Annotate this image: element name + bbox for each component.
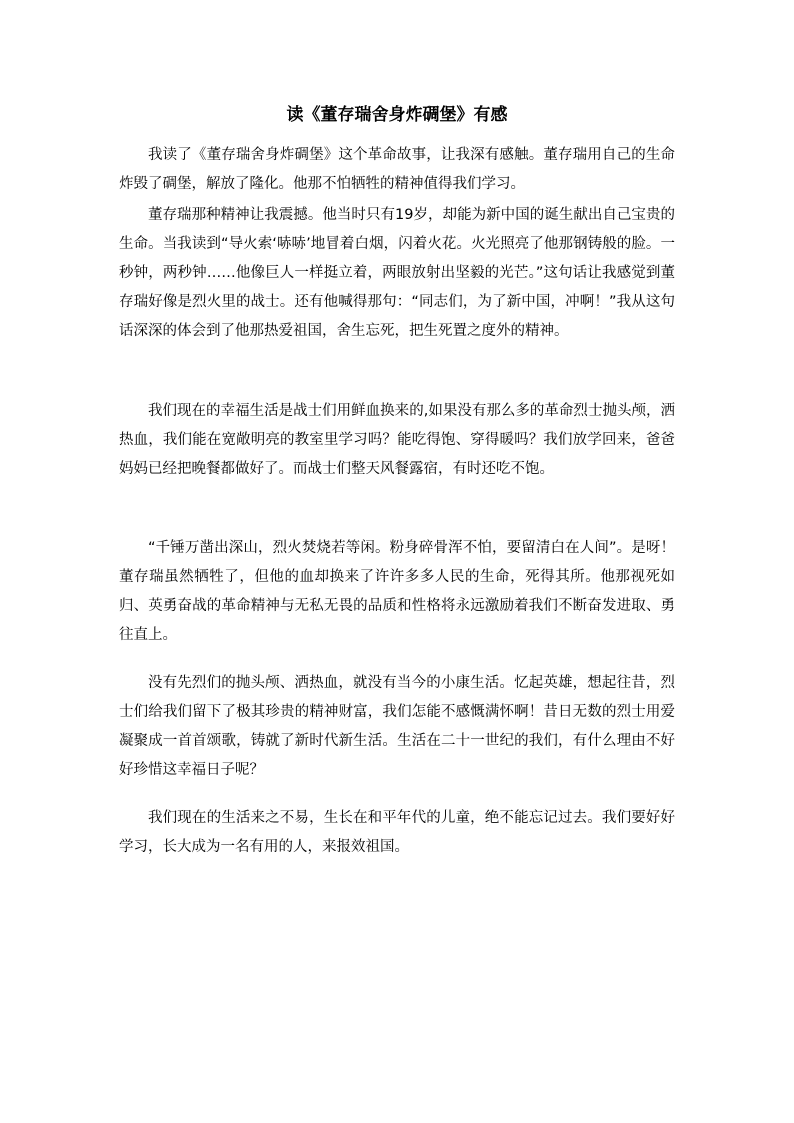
paragraph-6: 我们现在的生活来之不易，生长在和平年代的儿童，绝不能忘记过去。我们要好好学习，长大成为一名有用的人，来报效祖国。 bbox=[119, 810, 675, 855]
paragraph-2: 董存瑞那种精神让我震撼。他当时只有19岁，却能为新中国的诞生献出自己宝贵的生命。当我读到“导火索‘哧哧’地冒着白烟，闪着火花。火光照亮了他那钢铸般的脸。一秒钟，两秒钟……他像巨人一样挺立着，两眼放射出坚毅的光芒。”这句话让我感觉到董存瑞好像是烈火里的战士。还有他喊得那句：“同志们，为了新中国，冲啊！”我从这句话深深的体会到了他那热爱祖国，舍生忘死，把生死置之度外的精神。 bbox=[119, 207, 675, 339]
paragraph-5: 没有先烈们的抛头颅、洒热血，就没有当今的小康生活。忆起英雄，想起往昔，烈士们给我们留下了极其珍贵的精神财富，我们怎能不感慨满怀啊！昔日无数的烈士用爱凝聚成一首首颂歌，铸就了新时代新生活。生活在二十一世纪的我们，有什么理由不好好珍惜这幸福日子呢？ bbox=[119, 675, 675, 778]
paragraph-1: 我读了《董存瑞舍身炸碉堡》这个革命故事，让我深有感触。董存瑞用自己的生命炸毁了碉堡，解放了隆化。他那不怕牺牲的精神值得我们学习。 bbox=[119, 147, 675, 192]
paragraph-3: 我们现在的幸福生活是战士们用鲜血换来的,如果没有那么多的革命烈士抛头颅，洒热血，我们能在宽敞明亮的教室里学习吗？能吃得饱、穿得暖吗？我们放学回来，爸爸妈妈已经把晚餐都做好了。而战士们整天风餐露宿，有时还吃不饱。 bbox=[119, 403, 675, 477]
essay-title: 读《董存瑞舍身炸碉堡》有感 bbox=[286, 105, 508, 125]
paragraph-4: “千锤万凿出深山，烈火焚烧若等闲。粉身碎骨浑不怕，要留清白在人间”。是呀！董存瑞虽然牺牲了，但他的血却换来了许许多多人民的生命，死得其所。他那视死如归、英勇奋战的革命精神与无私无畏的品质和性格将永远激励着我们不断奋发进取、勇往直上。 bbox=[119, 540, 675, 643]
